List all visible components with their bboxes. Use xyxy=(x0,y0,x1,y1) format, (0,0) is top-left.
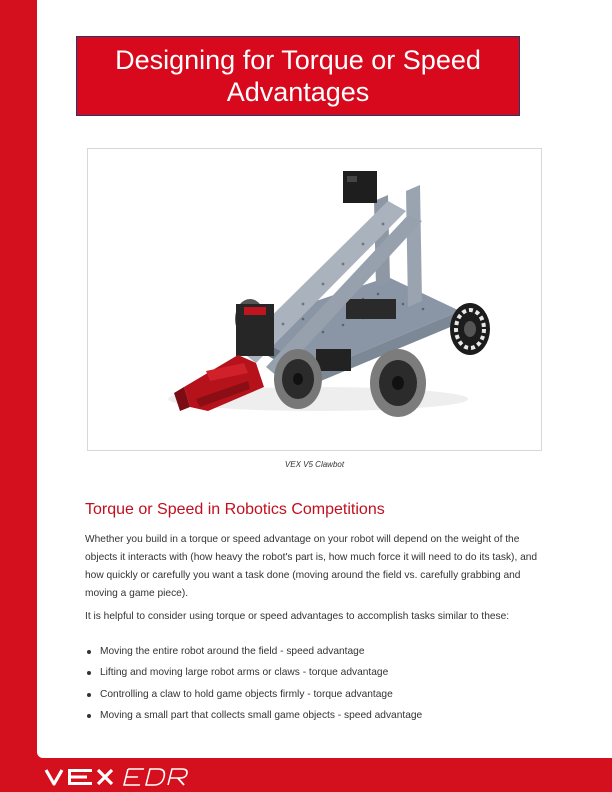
robot-photo-icon xyxy=(88,149,541,450)
figure-frame xyxy=(87,148,542,451)
title-banner xyxy=(76,36,520,116)
vex-edr-logo xyxy=(44,765,194,787)
left-accent-stripe xyxy=(0,0,37,792)
bullet-icon xyxy=(87,693,91,697)
advantage-list xyxy=(85,643,541,728)
list-item: Controlling a claw to hold game objects firmly - torque advantage xyxy=(85,686,541,707)
section-heading: Torque or Speed in Robotics Competitions xyxy=(85,501,385,518)
page-title: Designing for Torque or Speed Advantages xyxy=(115,45,481,107)
figure-caption: VEX V5 Clawbot xyxy=(284,460,345,469)
body-paragraph-1: Whether you build in a torque or speed advantage on your robot will depend on the weight of the objects it interacts with (how heavy the robot's part is, how much force it will need to do its task), and how quickly or carefully you want a task done (moving around the field vs. carefully grabbing and moving a game piece). xyxy=(85,534,538,599)
bullet-icon xyxy=(87,671,91,675)
bullet-icon xyxy=(87,714,91,718)
body-paragraph-2: It is helpful to consider using torque or speed advantages to accomplish tasks similar to these: xyxy=(85,611,510,622)
list-item: Moving a small part that collects small game objects - speed advantage xyxy=(85,707,541,728)
list-item: Lifting and moving large robot arms or claws - torque advantage xyxy=(85,664,541,685)
bullet-icon xyxy=(87,650,91,654)
list-item: Moving the entire robot around the field - speed advantage xyxy=(85,643,541,664)
